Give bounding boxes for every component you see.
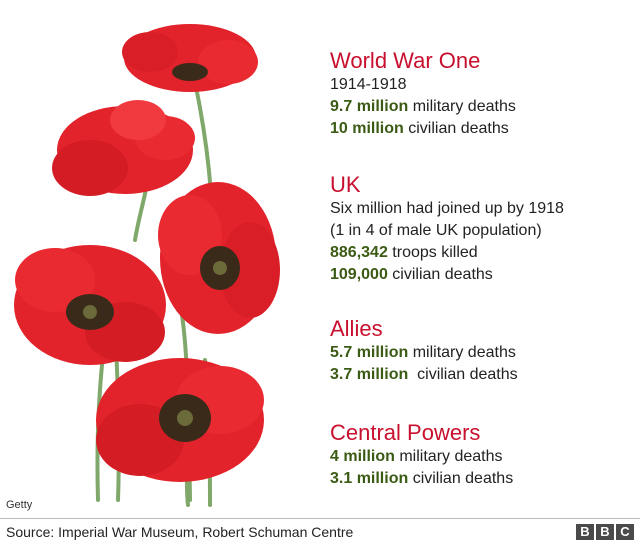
poppy-bottom <box>96 358 264 482</box>
military-deaths-figure: 5.7 million <box>330 344 409 361</box>
military-deaths-line <box>330 342 630 364</box>
civilian-deaths-figure: 3.1 million <box>330 470 409 487</box>
military-deaths-text: military deaths <box>408 344 516 361</box>
section-heading: World War One <box>330 48 481 73</box>
joined-line: Six million had joined up by 1918 <box>330 200 564 217</box>
civilian-deaths-line <box>330 264 630 286</box>
section-uk <box>330 172 630 286</box>
military-deaths-figure: 9.7 million <box>330 98 409 115</box>
military-deaths-figure: 4 million <box>330 448 395 465</box>
bbc-logo-letter: B <box>596 524 614 540</box>
poppy-right <box>158 182 280 334</box>
footer-divider <box>0 518 640 519</box>
military-deaths-line <box>330 96 630 118</box>
poppies-illustration <box>0 0 320 520</box>
section-heading: UK <box>330 172 361 197</box>
section-world-war-one <box>330 48 630 140</box>
civilian-deaths-figure: 3.7 million <box>330 366 409 383</box>
poppy-left <box>14 245 166 365</box>
military-deaths-text: military deaths <box>408 98 516 115</box>
section-allies <box>330 316 630 386</box>
civilian-deaths-text: civilian deaths <box>408 470 514 487</box>
civilian-deaths-text: civilian deaths <box>387 266 493 283</box>
civilian-deaths-text: civilian deaths <box>403 120 509 137</box>
source-note: Source: Imperial War Museum, Robert Schuman Centre <box>6 524 354 540</box>
section-central-powers <box>330 420 630 490</box>
section-heading: Allies <box>330 316 383 341</box>
military-deaths-text: military deaths <box>394 448 503 465</box>
military-deaths-line <box>330 446 630 468</box>
dates-line: 1914-1918 <box>330 76 407 93</box>
troops-killed-text: troops killed <box>387 244 478 261</box>
civilian-deaths-text: civilian deaths <box>408 366 518 383</box>
civilian-deaths-figure: 10 million <box>330 120 404 137</box>
troops-killed-line <box>330 242 630 264</box>
bbc-logo-letter: C <box>616 524 634 540</box>
civilian-deaths-line <box>330 468 630 490</box>
poppy-upper-left <box>52 100 195 196</box>
bbc-logo-letter: B <box>576 524 594 540</box>
civilian-deaths-line <box>330 364 630 386</box>
bbc-logo <box>576 524 634 540</box>
poppy-top <box>122 24 258 92</box>
image-credit: Getty <box>6 499 33 511</box>
civilian-deaths-figure: 109,000 <box>330 266 388 283</box>
section-heading: Central Powers <box>330 420 481 445</box>
population-note-line: (1 in 4 of male UK population) <box>330 222 542 239</box>
civilian-deaths-line <box>330 118 630 140</box>
troops-killed-figure: 886,342 <box>330 244 388 261</box>
